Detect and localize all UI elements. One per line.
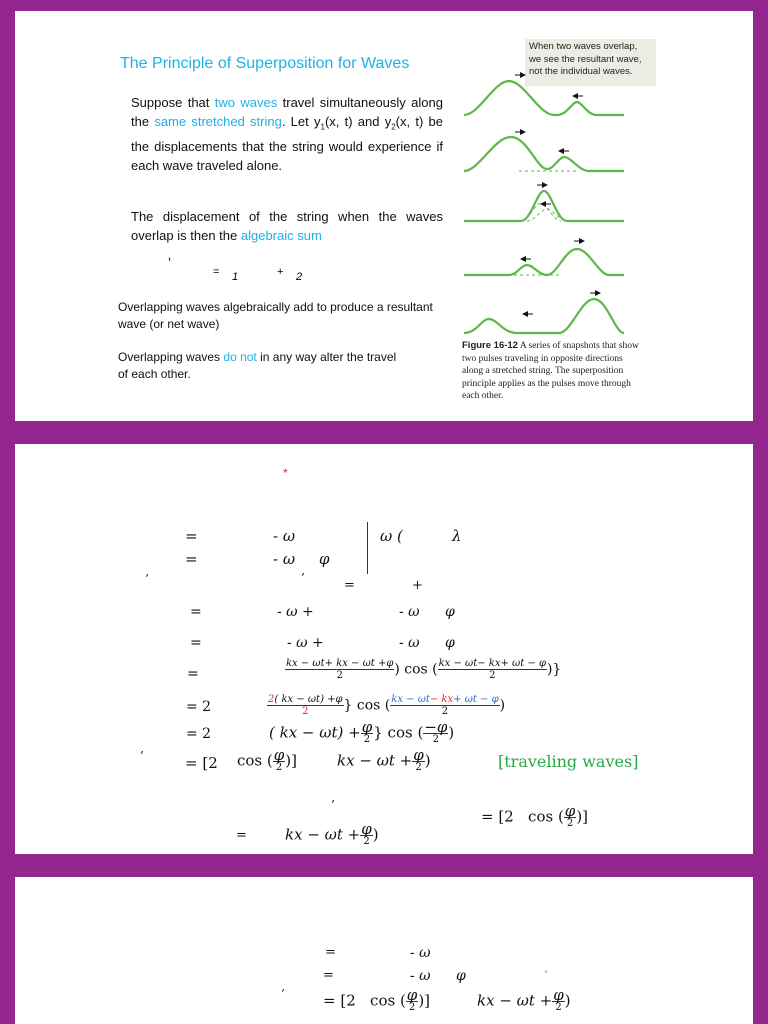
close-text: ) — [564, 991, 571, 1010]
equals-text: = [2 — [481, 807, 514, 826]
line1-equals: = — [185, 527, 198, 545]
numerator: −φ — [424, 718, 448, 736]
close-text: )] — [576, 807, 589, 826]
highlight-two-waves: two waves — [214, 95, 278, 110]
cos-text: cos ( — [370, 991, 406, 1010]
snapshot-5 — [464, 293, 624, 333]
line9-equals: = [2 — [185, 754, 218, 772]
close-text: )} — [546, 661, 562, 678]
line11-equals: = — [236, 828, 247, 843]
numerator: φ — [361, 718, 373, 736]
denominator: 2 — [363, 836, 370, 847]
s3-line1-equals: = — [325, 945, 336, 960]
snapshot-2 — [464, 132, 624, 171]
line8-equals: = 2 — [186, 726, 212, 742]
line2-phi: φ — [319, 550, 330, 568]
line7-fraction-2 — [390, 694, 499, 717]
denominator: 2 — [363, 734, 371, 745]
snapshot-1 — [464, 75, 624, 115]
equals-text: = [2 — [323, 991, 356, 1010]
denominator: 2 — [302, 706, 309, 717]
close-text: )] — [418, 991, 431, 1010]
denominator: 2 — [336, 670, 343, 681]
fraction — [406, 986, 419, 1013]
close-text: ) — [372, 825, 379, 844]
note-algebraic-add: Overlapping waves algebraically add to produce a resultant wave (or net wave) — [118, 300, 433, 331]
line1-term: - ω — [273, 527, 296, 545]
figure-tip-box: When two waves overlap, we see the resultant wave, not the individual waves. — [525, 39, 656, 86]
s3-line2-equals: = — [323, 968, 334, 983]
wave-term: kx − ωt + — [285, 825, 361, 844]
numerator: kx − ωt+ kx − ωt +φ — [286, 658, 394, 669]
note-no-alter — [118, 349, 408, 383]
s3-line1-term: - ω — [410, 945, 431, 961]
blue-term: + ωt − φ — [453, 694, 499, 705]
text: (x, t) and y — [324, 114, 392, 129]
line6-fraction-2 — [438, 658, 547, 681]
text: Suppose that — [131, 95, 215, 110]
line9-prime: ’ — [140, 749, 144, 763]
line4-equals: = — [190, 604, 202, 620]
snapshot-4 — [464, 241, 624, 275]
wave-term: ( kx − ωt) + — [269, 723, 361, 742]
wave-term: kx − ωt + — [477, 991, 553, 1010]
line2-equals: = — [185, 550, 198, 568]
line4-term-a: - ω + — [277, 604, 314, 620]
denominator: 2 — [432, 734, 440, 745]
numerator: φ — [564, 802, 576, 820]
s3-line2-term: - ω — [410, 968, 431, 984]
line11-wave — [285, 820, 379, 847]
line3-plus: + — [412, 578, 423, 593]
close-text: )] — [285, 751, 297, 770]
close-text: ) — [424, 751, 431, 770]
numerator: φ — [361, 820, 372, 838]
equation-plus: + — [277, 266, 284, 278]
line4-phi: φ — [445, 604, 455, 620]
equation-prime: ’ — [168, 255, 171, 270]
line3-prime: ’ — [301, 571, 305, 585]
s3-line3-expression — [323, 986, 431, 1013]
line6-fraction-1 — [285, 658, 394, 681]
close-text: ) — [448, 723, 455, 742]
text: Overlapping waves — [118, 350, 224, 364]
text: (x, t) be the displacements that the string would experience if each wave traveled alone. — [131, 114, 443, 173]
paragraph-two-waves — [131, 93, 443, 175]
line10-expression — [481, 802, 589, 829]
line3-equals: = — [344, 578, 355, 593]
s3-line3-wave — [477, 986, 571, 1013]
text: in any way alter the travel of each other. — [118, 350, 397, 381]
red-term: − kx — [429, 694, 454, 705]
traveling-waves-label: [traveling waves] — [498, 752, 639, 771]
fraction — [552, 986, 565, 1013]
fraction — [360, 820, 373, 847]
figure-caption — [462, 340, 642, 403]
side-lambda: λ — [452, 527, 462, 545]
numerator: φ — [553, 986, 564, 1004]
cos-text: ) cos ( — [394, 661, 438, 678]
subscript: 1 — [320, 122, 325, 132]
equation-equals: = — [213, 266, 220, 278]
line7-expression — [267, 694, 505, 717]
fraction — [361, 718, 374, 745]
denominator: 2 — [566, 818, 574, 829]
fraction — [273, 746, 286, 773]
line9-cos — [237, 746, 297, 773]
cos-text: cos ( — [237, 751, 273, 770]
subscript: 2 — [391, 122, 396, 132]
line5-term-b: - ω — [399, 635, 420, 651]
s3-line3-prime: ’ — [281, 987, 285, 1001]
line4-prime: ’ — [145, 572, 149, 586]
numerator: kx − ωt− kx+ ωt − φ — [438, 658, 546, 669]
cos-text: } cos ( — [343, 697, 391, 714]
blue-term: kx − ωt — [391, 694, 430, 705]
line10-prime: ’ — [331, 798, 335, 812]
denominator: 2 — [275, 762, 283, 773]
equation-two: 2 — [296, 271, 303, 283]
close-text: ) — [499, 697, 506, 714]
slide-title: The Principle of Superposition for Waves — [120, 55, 410, 72]
side-omega: ω ( — [380, 527, 403, 545]
line5-equals: = — [190, 635, 202, 651]
fraction — [564, 802, 577, 829]
slide-superposition-derivation — [15, 444, 753, 854]
highlight-same-string: same stretched string — [154, 114, 282, 129]
line6-equals: = — [187, 666, 199, 682]
text: . Let y — [281, 114, 321, 129]
paragraph-algebraic-sum — [131, 207, 443, 245]
line7-equals: = 2 — [186, 699, 212, 715]
numerator: φ — [273, 746, 285, 764]
denominator: 2 — [489, 670, 496, 681]
snapshot-3 — [464, 185, 624, 221]
numerator: ( kx − ωt) +φ — [274, 694, 343, 705]
red-mark: * — [283, 466, 288, 480]
caption-text: A series of snapshots that show two pulses traveling in opposite directions along a stretched string. The superposition principle applies as the pulses move through each other. — [462, 341, 639, 401]
fraction — [423, 718, 448, 745]
line6-expression — [285, 658, 561, 681]
s3-line2-phi: φ — [456, 968, 466, 984]
denominator: 2 — [408, 1002, 416, 1013]
line2-term: - ω — [273, 550, 296, 568]
highlight-algebraic-sum: algebraic sum — [240, 228, 322, 243]
slide-superposition-result — [15, 877, 753, 1024]
slide-superposition-intro — [15, 11, 753, 421]
line5-phi: φ — [445, 635, 455, 651]
text: travel simultaneously along the — [131, 95, 443, 129]
cos-text: cos ( — [528, 807, 564, 826]
numerator: φ — [406, 986, 418, 1004]
line7-fraction-1 — [267, 694, 344, 717]
red-two: 2 — [268, 694, 275, 705]
text: The displacement of the string when the waves overlap is then the — [131, 209, 443, 243]
figure-label: Figure 16-12 — [462, 340, 518, 351]
numerator: φ — [413, 746, 424, 764]
denominator: 2 — [441, 706, 449, 717]
line5-term-a: - ω + — [287, 635, 324, 651]
denominator: 2 — [415, 762, 422, 773]
cos-text: } cos ( — [373, 723, 424, 742]
fraction — [412, 746, 425, 773]
divider-line — [367, 522, 368, 574]
s3-red-mark: ' — [545, 969, 548, 981]
equation-one: 1 — [232, 271, 239, 283]
wave-term: kx − ωt + — [337, 751, 413, 770]
wave-snapshots-figure — [459, 69, 629, 341]
highlight-do-not: do not — [223, 350, 257, 364]
line9-wave — [337, 746, 431, 773]
denominator: 2 — [555, 1002, 562, 1013]
line4-term-b: - ω — [399, 604, 420, 620]
line8-expression — [269, 718, 455, 745]
